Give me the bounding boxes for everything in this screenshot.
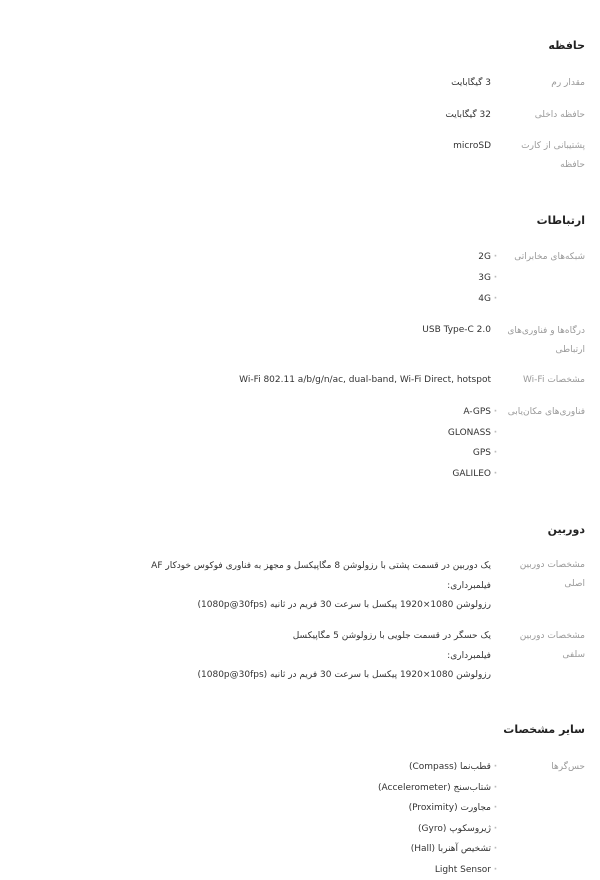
ram-label: مقدار رم — [551, 78, 585, 88]
main-camera-label: مشخصات دوربین اصلی — [519, 560, 585, 589]
section-title-other: سایر مشخصات — [503, 723, 585, 736]
selfie-camera-line: رزولوشن 1080×1920 پیکسل با سرعت 30 فریم در ثانیه (1080p@30fps) — [197, 670, 491, 680]
storage-value: 32 گیگابایت — [445, 110, 491, 120]
main-camera-line: فیلمبرداری: — [447, 581, 491, 591]
selfie-camera-label: مشخصات دوربین سلفی — [519, 631, 585, 660]
wifi-label: مشخصات Wi-Fi — [522, 375, 585, 385]
memory-card-value: microSD — [453, 141, 491, 151]
ports-label: درگاه‌ها و فناوری‌های ارتباطی — [507, 326, 585, 355]
list-item-network: · 3G — [478, 268, 500, 288]
location-label: فناوری‌های مکان‌یابی — [507, 407, 585, 417]
section-title-connectivity: ارتباطات — [536, 214, 585, 227]
networks-label: شبکه‌های مخابراتی — [514, 252, 585, 262]
list-item-sensor: · ژیروسکوپ (Gyro) — [418, 819, 500, 839]
list-item-sensor: · شتاب‌سنج (Accelerometer) — [378, 778, 500, 798]
list-item-location: · GLONASS — [448, 423, 500, 443]
section-title-memory: حافظه — [548, 39, 585, 52]
selfie-camera-line: یک حسگر در قسمت جلویی با رزولوشن 5 مگاپیکسل — [292, 631, 491, 641]
list-item-network: · 4G — [478, 289, 500, 309]
main-camera-line: رزولوشن 1080×1920 پیکسل با سرعت 30 فریم در ثانیه (1080p@30fps) — [197, 600, 491, 610]
section-title-camera: دوربین — [547, 523, 585, 536]
ram-value: 3 گیگابایت — [451, 78, 491, 88]
list-item-sensor: · Light Sensor — [435, 860, 500, 880]
memory-card-label: پشتیبانی از کارت حافظه — [521, 141, 585, 170]
selfie-camera-line: فیلمبرداری: — [447, 651, 491, 661]
ports-value: USB Type-C 2.0 — [422, 325, 491, 335]
list-item-sensor: · مجاورت (Proximity) — [409, 798, 500, 818]
wifi-value: Wi-Fi 802.11 a/b/g/n/ac, dual-band, Wi-Fi Direct, hotspot — [239, 375, 491, 385]
main-camera-line: یک دوربین در قسمت پشتی با رزولوشن 8 مگاپیکسل و مجهز به فناوری فوکوس خودکار AF — [151, 561, 491, 571]
sensors-label: حس‌گرها — [551, 762, 585, 772]
list-item-location: · GPS — [473, 443, 500, 463]
list-item-location: · A-GPS — [463, 402, 500, 422]
storage-label: حافظه داخلی — [534, 110, 585, 120]
list-item-network: · 2G — [478, 247, 500, 267]
list-item-sensor: · تشخیص آهنربا (Hall) — [411, 839, 500, 859]
list-item-location: · GALILEO — [452, 464, 500, 484]
list-item-sensor: · قطب‌نما (Compass) — [409, 757, 500, 777]
